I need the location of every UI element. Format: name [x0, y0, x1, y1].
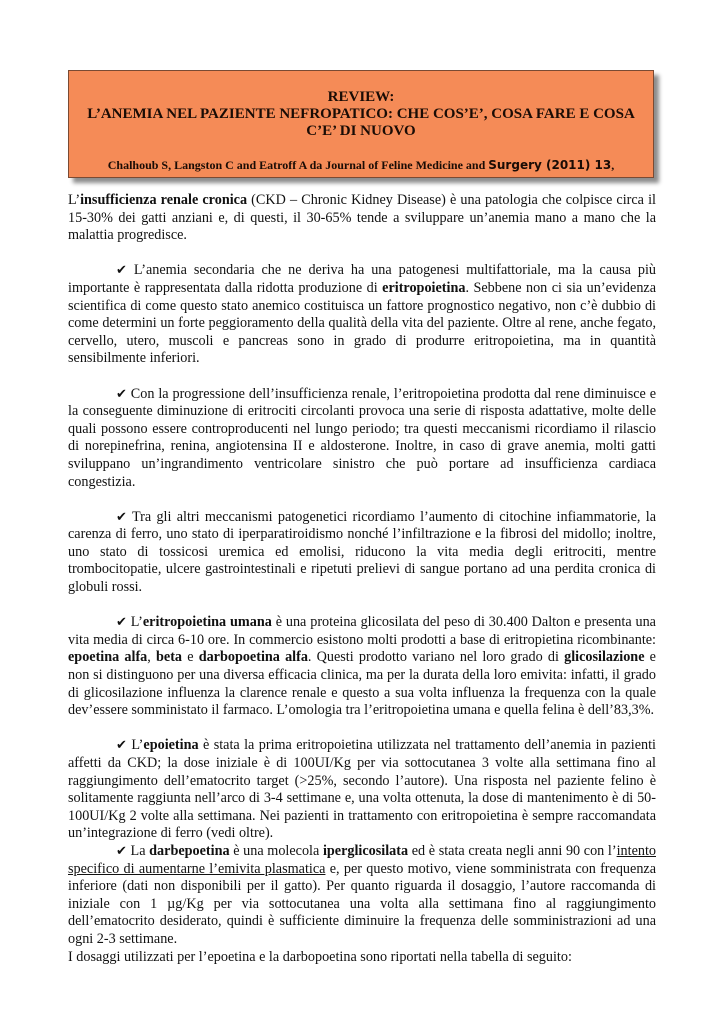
paragraph-epoietina — [68, 737, 656, 843]
p4-text: Tra gli altri meccanismi patogenetici ricordiamo l’aumento di citochine infiammatorie, la carenza di ferro, uno stato di iperparatiroidismo nonché l’infiltrazione e la fibrosi del midollo; inoltre, uno stato di tossicosi uremica ed emolisi, riducono la vita media degli eritrociti, mentre trombocitopatie, ulcere gastrointestinali e ripetuti prelievi di sangue portano ad una perdita cronica di globuli rossi. — [68, 508, 656, 596]
check-icon: ✔ — [116, 263, 127, 279]
p5-text-a: L’ — [126, 614, 143, 631]
p7-text-e: ed è stata creata negli anni 90 con l’ — [408, 842, 617, 859]
term-glicosilazione: glicosilazione — [564, 649, 645, 666]
paragraph-darbepoetina — [68, 843, 656, 949]
paragraph-eritropoietina-umana — [68, 614, 656, 720]
term-eritropoietina: eritropoietina — [382, 279, 466, 296]
citation-end: , — [611, 158, 615, 172]
p5-text-g: e — [182, 649, 199, 666]
citation-tail: Surgery (2011) 13 — [488, 158, 612, 172]
p5-text-i: . Questi prodotto variano nel loro grado di — [307, 649, 565, 666]
p6-text-c: è stata la prima eritropoietina utilizzata nel trattamento dell’anemia in pazienti affetti da CKD; la dose iniziale è di 100UI/Kg per via sottocutanea 3 volte alla settimana fino al raggiungimento dell’ematocrito target (>25%, secondo l’autore). Una risposta nel paziente felino è solitamente raggiunta nell’arco di 3-4 settimane e, una volta ottenuta, la dose di mantenimento è di 50-100UI/Kg 2 volte alla settimana. Nei pazienti in trattamento con eritropoietina è sempre raccomandata un’integrazione di ferro (vedi oltre). — [68, 737, 656, 842]
term-eritropoietina-umana: eritropoietina umana — [142, 614, 272, 631]
underlined-emivita-phrase: intento specifico di aumentarne l’emivita plasmatica — [68, 842, 656, 877]
term-epoetina-alfa: epoetina alfa — [68, 649, 148, 666]
check-icon: ✔ — [116, 843, 127, 859]
p2-text-a: L’anemia secondaria che ne deriva ha una patogenesi multifattoriale, ma la causa più importante è rappresentata dalla ridotta produzione di — [68, 262, 656, 296]
citation-main: Chalhoub S, Langston C and Eatroff A da Journal of Feline Medicine and — [107, 158, 489, 172]
term-darbopoetina-alfa: darbopoetina alfa — [198, 649, 308, 666]
p5-text-k: e non si distinguono per una diversa efficacia clinica, ma per la durata della loro emivita: infatti, il grado di glicosilazione influenza la clarence renale e questo a sua volta influenza la frequenza con la quale dev’essere somministato il farmaco. L’omologia tra l’eritropoietina umana e quella felina è dell’83,3%. — [68, 649, 656, 719]
p6-text-a: L’ — [126, 737, 144, 754]
p7-text-a: La — [126, 842, 150, 859]
p5-text-e: , — [147, 649, 156, 666]
p2-text-c: . Sebbene non ci sia un’evidenza scientifica di come questo stato anemico costituisca un fattore prognostico negativo, non c’è dubbio di come determini un forte peggioramento della qualità della vita del paziente. Oltre al rene, anche fegato, cervello, utero, muscoli e pancreas sono in grado di produrre eritropoietina, ma in quantità sensibilmente inferiori. — [68, 279, 657, 367]
term-beta: beta — [156, 649, 183, 666]
p1-text-c: (CKD – Chronic Kidney Disease) è una patologia che colpisce circa il 15-30% dei gatti anziani e, di questi, il 30-65% tende a sviluppare un’anemia mano a mano che la malattia progredisce. — [68, 192, 657, 244]
paragraph-progressione — [68, 386, 656, 492]
review-title — [79, 89, 643, 140]
p7-text-g: e, per questo motivo, viene somministrata con frequenza inferiore (dati non disponibili per il gatto). Per quanto riguarda il dosaggio, l’autore raccomanda di iniziale con 1 µg/Kg per via sottocutanea una volta alla settimana fino al raggiungimento dell’ematocrito desiderato, quindi è sufficiente diminuire la frequenza delle somministrazioni ad una ogni 2-3 settimane. — [68, 860, 657, 947]
p7-text-c: è una molecola — [229, 842, 323, 859]
term-darbepoetina: darbepoetina — [149, 842, 230, 859]
check-icon: ✔ — [116, 509, 127, 525]
check-icon: ✔ — [116, 738, 127, 754]
review-title-line2: L’ANEMIA NEL PAZIENTE NEFROPATICO: CHE COS’E’, COSA FARE E COSA C’E’ DI NUOVO — [87, 106, 635, 139]
p1-text-a: L’ — [68, 192, 81, 208]
paragraph-meccanismi — [68, 509, 656, 597]
term-insufficienza-renale-cronica: insufficienza renale cronica — [80, 192, 248, 208]
review-citation — [69, 158, 653, 173]
review-header-box — [68, 70, 654, 178]
paragraph-intro — [68, 192, 656, 245]
p3-text: Con la progressione dell’insufficienza renale, l’eritropoietina prodotta dal rene diminuisce e la conseguente diminuzione di eritrociti circolanti provoca una serie di risposta adattative, molte delle quali possono essere controproducenti nel lungo periodo; tra questi meccanismi ricordiamo il rilascio di norepinefrina, renina, angiotensina II e aldosterone. Inoltre, in caso di grave anemia, molti gatti sviluppano un’ingrandimento ventricolare sinistro che può portare ad insufficienza cardiaca congestizia. — [68, 385, 656, 490]
article-body — [68, 192, 656, 966]
paragraph-anemia-secondaria — [68, 262, 656, 368]
term-iperglicosilata: iperglicosilata — [322, 842, 409, 859]
paragraph-dosaggi: I dosaggi utilizzati per l’epoetina e la darbopoetina sono riportati nella tabella di seguito: — [68, 948, 572, 965]
check-icon: ✔ — [116, 386, 127, 402]
check-icon: ✔ — [116, 615, 127, 631]
p5-text-c: è una proteina glicosilata del peso di 30.400 Dalton e presenta una vita media di circa 6-10 ore. In commercio esistono molti prodotti a base di eritropietina ricombinante: — [68, 614, 656, 648]
term-epoietina: epoietina — [143, 737, 199, 754]
review-title-line1: REVIEW: — [327, 89, 395, 105]
